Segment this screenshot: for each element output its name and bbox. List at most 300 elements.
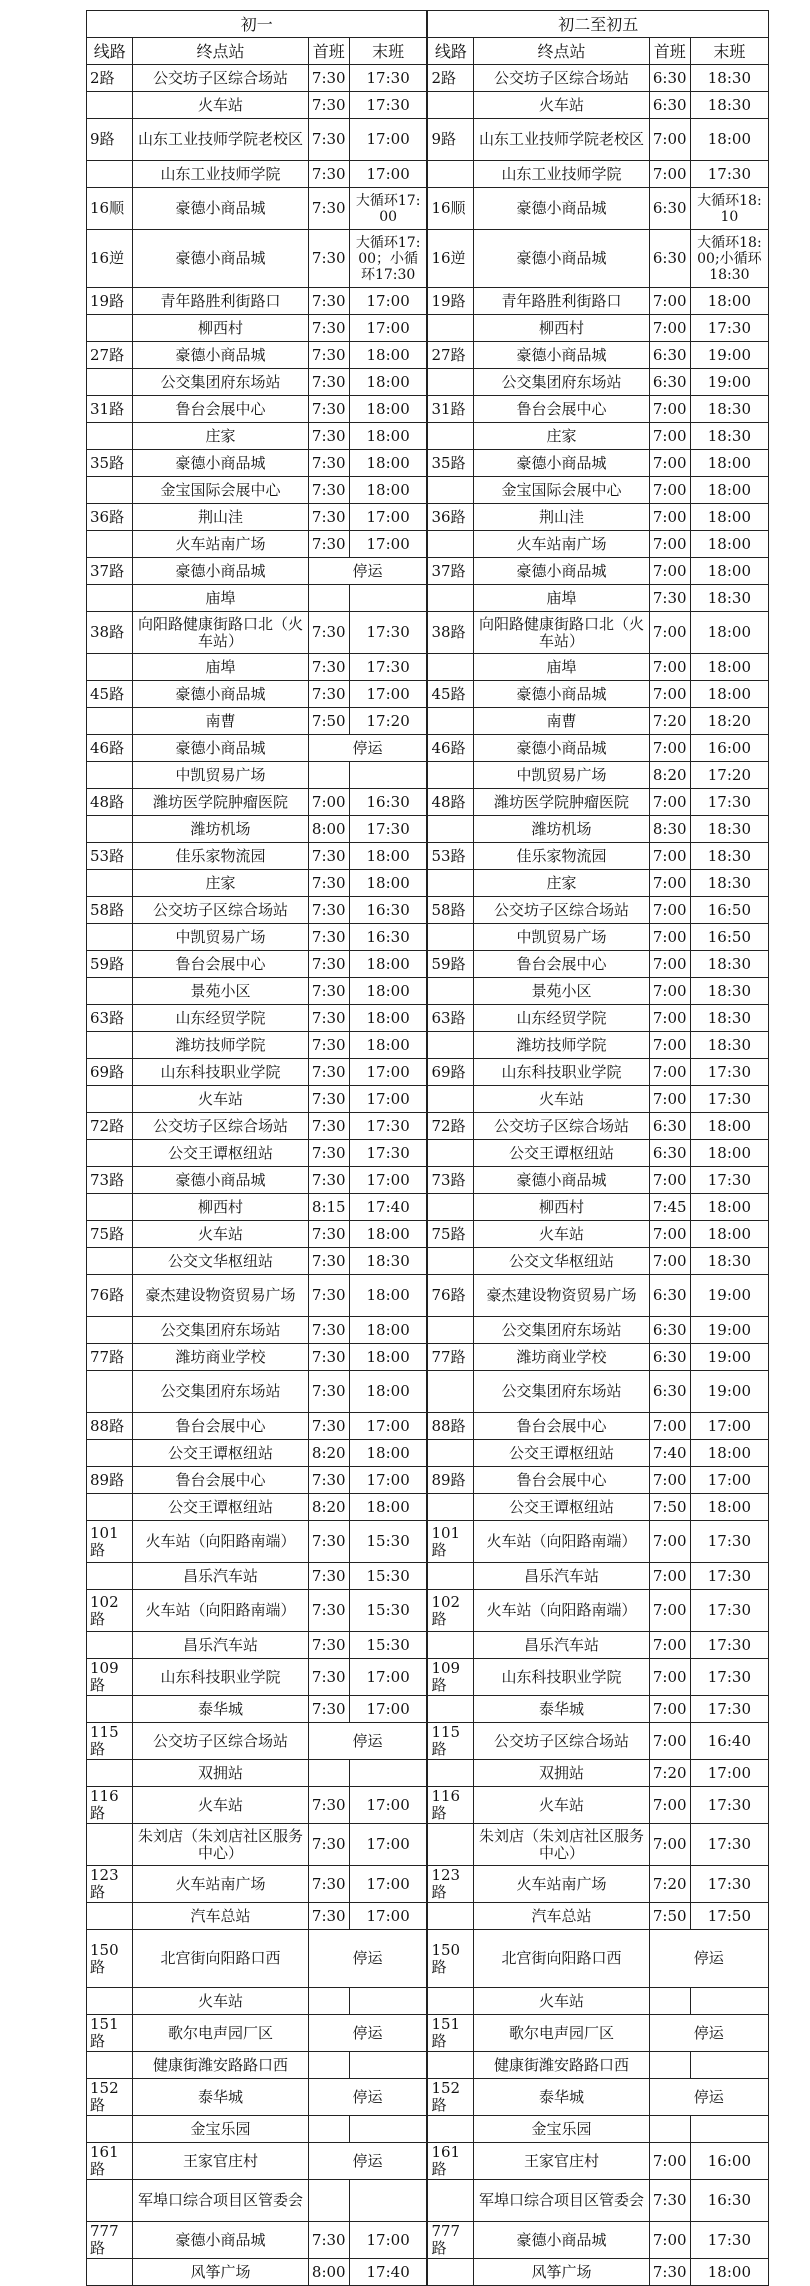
- stop-cell: 潍坊技师学院: [133, 1032, 308, 1059]
- route-cell: 161路: [87, 2143, 133, 2180]
- route-cell: 123路: [427, 1866, 473, 1903]
- schedule-row: [87, 188, 769, 230]
- first-bus-cell: 7:30: [308, 843, 349, 870]
- route-cell: 75路: [427, 1221, 473, 1248]
- last-bus-cell: 17:00: [349, 315, 427, 342]
- route-cell: 9路: [427, 119, 473, 161]
- route-cell: [427, 369, 473, 396]
- route-cell: [427, 870, 473, 897]
- route-cell: [427, 1248, 473, 1275]
- stop-cell: 火车站: [133, 1221, 308, 1248]
- stop-cell: 火车站南广场: [474, 1866, 649, 1903]
- route-cell: [87, 1248, 133, 1275]
- route-cell: 69路: [427, 1059, 473, 1086]
- stop-cell: 公交王谭枢纽站: [474, 1140, 649, 1167]
- stop-cell: 火车站（向阳路南端）: [474, 1521, 649, 1563]
- stop-cell: 山东工业技师学院: [133, 161, 308, 188]
- route-cell: 109路: [427, 1659, 473, 1696]
- route-cell: [87, 1494, 133, 1521]
- stop-cell: 昌乐汽车站: [133, 1563, 308, 1590]
- stop-cell: 火车站南广场: [133, 531, 308, 558]
- stop-cell: 汽车总站: [133, 1903, 308, 1930]
- stop-cell: 火车站南广场: [474, 531, 649, 558]
- schedule-row: [87, 369, 769, 396]
- last-bus-cell: 18:00: [349, 450, 427, 477]
- route-cell: [427, 2180, 473, 2222]
- first-bus-cell: 7:00: [649, 504, 690, 531]
- schedule-row: [87, 951, 769, 978]
- first-bus-cell: 7:30: [308, 1866, 349, 1903]
- first-bus-cell: 7:00: [649, 558, 690, 585]
- first-bus-cell: 7:30: [308, 1113, 349, 1140]
- route-cell: [87, 1563, 133, 1590]
- last-bus-cell: 17:30: [690, 1590, 768, 1632]
- last-bus-cell: 大循环17:00: [349, 188, 427, 230]
- stop-cell: 昌乐汽车站: [133, 1632, 308, 1659]
- last-bus-cell: 17:50: [690, 1903, 768, 1930]
- last-bus-cell: 17:30: [690, 1632, 768, 1659]
- stop-cell: 鲁台会展中心: [474, 396, 649, 423]
- route-cell: [427, 1494, 473, 1521]
- route-cell: 36路: [87, 504, 133, 531]
- stop-cell: 公交王谭枢纽站: [133, 1440, 308, 1467]
- first-bus-cell: 7:30: [308, 1696, 349, 1723]
- stop-cell: 公交坊子区综合场站: [133, 897, 308, 924]
- route-cell: 777路: [87, 2222, 133, 2259]
- route-cell: 101路: [87, 1521, 133, 1563]
- last-bus-cell: 18:30: [690, 870, 768, 897]
- route-cell: [87, 315, 133, 342]
- last-bus-cell: 16:40: [690, 1723, 768, 1760]
- stop-cell: 柳西村: [133, 1194, 308, 1221]
- stop-cell: 豪德小商品城: [474, 342, 649, 369]
- col-stop: 终点站: [474, 38, 649, 65]
- first-bus-cell: 7:00: [649, 119, 690, 161]
- last-bus-cell: 17:00: [349, 288, 427, 315]
- route-cell: [87, 161, 133, 188]
- route-cell: 73路: [87, 1167, 133, 1194]
- stop-cell: 军埠口综合项目区管委会: [133, 2180, 308, 2222]
- col-last: 末班: [349, 38, 427, 65]
- stop-cell: 昌乐汽车站: [474, 1632, 649, 1659]
- last-bus-cell: [349, 2116, 427, 2143]
- last-bus-cell: [349, 1760, 427, 1787]
- first-bus-cell: [649, 1988, 690, 2015]
- schedule-row: [87, 1140, 769, 1167]
- route-cell: 116路: [87, 1787, 133, 1824]
- stop-cell: 庄家: [133, 870, 308, 897]
- stop-cell: 鲁台会展中心: [133, 396, 308, 423]
- stop-cell: 豪德小商品城: [133, 450, 308, 477]
- last-bus-cell: 15:30: [349, 1563, 427, 1590]
- stop-cell: 豪德小商品城: [474, 558, 649, 585]
- stop-cell: 豪德小商品城: [474, 681, 649, 708]
- first-bus-cell: 7:00: [649, 1221, 690, 1248]
- stop-cell: 佳乐家物流园: [133, 843, 308, 870]
- route-cell: 77路: [87, 1344, 133, 1371]
- last-bus-cell: 17:20: [349, 708, 427, 735]
- first-bus-cell: 7:00: [308, 789, 349, 816]
- route-cell: [87, 1988, 133, 2015]
- route-cell: [427, 1317, 473, 1344]
- route-cell: 72路: [87, 1113, 133, 1140]
- first-bus-cell: [308, 762, 349, 789]
- route-cell: [427, 2052, 473, 2079]
- first-bus-cell: 8:20: [308, 1494, 349, 1521]
- first-bus-cell: 7:30: [308, 1032, 349, 1059]
- stop-cell: 公交王谭枢纽站: [474, 1494, 649, 1521]
- schedule-row: [87, 924, 769, 951]
- first-bus-cell: 7:30: [308, 504, 349, 531]
- first-bus-cell: 7:30: [308, 230, 349, 288]
- last-bus-cell: 18:00: [349, 1275, 427, 1317]
- schedule-row: [87, 978, 769, 1005]
- schedule-row: [87, 1005, 769, 1032]
- stop-cell: 公交集团府东场站: [133, 1317, 308, 1344]
- route-cell: [87, 92, 133, 119]
- last-bus-cell: 18:00: [690, 1440, 768, 1467]
- first-bus-cell: 7:30: [308, 1167, 349, 1194]
- route-cell: 102路: [87, 1590, 133, 1632]
- last-bus-cell: 17:00: [349, 1167, 427, 1194]
- last-bus-cell: 19:00: [690, 1317, 768, 1344]
- suspended-cell: 停运: [308, 2143, 427, 2180]
- route-cell: [87, 1903, 133, 1930]
- stop-cell: 泰华城: [474, 1696, 649, 1723]
- first-bus-cell: 8:00: [308, 816, 349, 843]
- route-cell: [427, 1140, 473, 1167]
- route-cell: [87, 2259, 133, 2286]
- first-bus-cell: 7:30: [308, 1824, 349, 1866]
- last-bus-cell: [349, 1988, 427, 2015]
- route-cell: 19路: [427, 288, 473, 315]
- first-bus-cell: 7:30: [308, 92, 349, 119]
- first-bus-cell: 8:20: [308, 1440, 349, 1467]
- suspended-cell: 停运: [308, 558, 427, 585]
- route-cell: 69路: [87, 1059, 133, 1086]
- last-bus-cell: [690, 2052, 768, 2079]
- stop-cell: 中凯贸易广场: [133, 762, 308, 789]
- stop-cell: 公交集团府东场站: [474, 369, 649, 396]
- route-cell: [427, 1440, 473, 1467]
- last-bus-cell: 17:00: [349, 1824, 427, 1866]
- stop-cell: 山东科技职业学院: [474, 1059, 649, 1086]
- last-bus-cell: 18:00: [690, 1494, 768, 1521]
- schedule-row: [87, 735, 769, 762]
- stop-cell: 潍坊机场: [474, 816, 649, 843]
- first-bus-cell: 7:30: [649, 585, 690, 612]
- header-day2to5: 初二至初五: [427, 11, 768, 38]
- route-cell: [427, 1988, 473, 2015]
- header-day1: 初一: [87, 11, 428, 38]
- first-bus-cell: 7:00: [649, 1413, 690, 1440]
- route-cell: [87, 2052, 133, 2079]
- stop-cell: 金宝乐园: [474, 2116, 649, 2143]
- stop-cell: 豪德小商品城: [474, 2222, 649, 2259]
- last-bus-cell: 17:00: [349, 1086, 427, 1113]
- route-cell: [87, 1824, 133, 1866]
- last-bus-cell: 17:30: [690, 1563, 768, 1590]
- route-cell: [427, 1632, 473, 1659]
- first-bus-cell: 7:00: [649, 1632, 690, 1659]
- first-bus-cell: 8:30: [649, 816, 690, 843]
- schedule-row: [87, 1371, 769, 1413]
- stop-cell: 向阳路健康街路口北（火车站）: [133, 612, 308, 654]
- first-bus-cell: 7:30: [308, 161, 349, 188]
- route-cell: [87, 1760, 133, 1787]
- route-cell: 46路: [87, 735, 133, 762]
- stop-cell: 军埠口综合项目区管委会: [474, 2180, 649, 2222]
- route-cell: 45路: [427, 681, 473, 708]
- schedule-row: [87, 2259, 769, 2286]
- first-bus-cell: [308, 1988, 349, 2015]
- stop-cell: 公交集团府东场站: [133, 1371, 308, 1413]
- route-cell: [87, 1371, 133, 1413]
- last-bus-cell: 18:00: [690, 612, 768, 654]
- stop-cell: 山东工业技师学院: [474, 161, 649, 188]
- last-bus-cell: 18:00: [349, 369, 427, 396]
- schedule-row: [87, 1344, 769, 1371]
- last-bus-cell: 大循环17:00；小循环17:30: [349, 230, 427, 288]
- first-bus-cell: 7:30: [308, 681, 349, 708]
- last-bus-cell: 17:30: [690, 1086, 768, 1113]
- schedule-row: [87, 1988, 769, 2015]
- last-bus-cell: 18:30: [690, 65, 768, 92]
- route-cell: [427, 315, 473, 342]
- last-bus-cell: 18:00: [690, 1113, 768, 1140]
- route-cell: 31路: [427, 396, 473, 423]
- first-bus-cell: 7:00: [649, 843, 690, 870]
- stop-cell: 健康街潍安路路口西: [474, 2052, 649, 2079]
- first-bus-cell: 7:00: [649, 161, 690, 188]
- route-cell: 58路: [427, 897, 473, 924]
- stop-cell: 泰华城: [474, 2079, 649, 2116]
- stop-cell: 公交坊子区综合场站: [133, 1113, 308, 1140]
- first-bus-cell: 6:30: [649, 230, 690, 288]
- last-bus-cell: 16:30: [349, 924, 427, 951]
- first-bus-cell: [649, 2116, 690, 2143]
- route-cell: 36路: [427, 504, 473, 531]
- first-bus-cell: 7:20: [649, 708, 690, 735]
- first-bus-cell: 7:20: [649, 1760, 690, 1787]
- last-bus-cell: [690, 2116, 768, 2143]
- stop-cell: 鲁台会展中心: [133, 1467, 308, 1494]
- last-bus-cell: 17:30: [690, 1866, 768, 1903]
- schedule-row: [87, 65, 769, 92]
- route-cell: 2路: [427, 65, 473, 92]
- route-cell: [427, 816, 473, 843]
- stop-cell: 公交坊子区综合场站: [474, 1113, 649, 1140]
- stop-cell: 鲁台会展中心: [133, 951, 308, 978]
- last-bus-cell: 大循环18:00;小循环18:30: [690, 230, 768, 288]
- route-cell: [87, 924, 133, 951]
- stop-cell: 双拥站: [133, 1760, 308, 1787]
- last-bus-cell: 15:30: [349, 1590, 427, 1632]
- stop-cell: 豪德小商品城: [133, 342, 308, 369]
- schedule-row: [87, 423, 769, 450]
- stop-cell: 青年路胜利街路口: [133, 288, 308, 315]
- first-bus-cell: 7:30: [308, 119, 349, 161]
- last-bus-cell: [349, 2180, 427, 2222]
- schedule-row: [87, 1696, 769, 1723]
- first-bus-cell: 7:30: [308, 1413, 349, 1440]
- first-bus-cell: 7:00: [649, 477, 690, 504]
- stop-cell: 火车站（向阳路南端）: [133, 1590, 308, 1632]
- route-cell: 77路: [427, 1344, 473, 1371]
- stop-cell: 山东科技职业学院: [133, 1059, 308, 1086]
- first-bus-cell: 7:00: [649, 1167, 690, 1194]
- route-cell: [87, 2116, 133, 2143]
- stop-cell: 山东经贸学院: [133, 1005, 308, 1032]
- last-bus-cell: 18:00: [690, 558, 768, 585]
- route-cell: [427, 1032, 473, 1059]
- stop-cell: 荆山洼: [474, 504, 649, 531]
- last-bus-cell: 17:00: [690, 1413, 768, 1440]
- schedule-row: [87, 1032, 769, 1059]
- header-row-days: [87, 11, 769, 38]
- schedule-row: [87, 1903, 769, 1930]
- stop-cell: 山东科技职业学院: [133, 1659, 308, 1696]
- schedule-row: [87, 2180, 769, 2222]
- route-cell: 161路: [427, 2143, 473, 2180]
- route-cell: 115路: [427, 1723, 473, 1760]
- stop-cell: 南曹: [133, 708, 308, 735]
- stop-cell: 豪德小商品城: [474, 1167, 649, 1194]
- first-bus-cell: 7:00: [649, 1032, 690, 1059]
- route-cell: [87, 531, 133, 558]
- route-cell: 16逆: [87, 230, 133, 288]
- stop-cell: 公交集团府东场站: [474, 1371, 649, 1413]
- last-bus-cell: 18:00: [349, 1221, 427, 1248]
- first-bus-cell: 7:00: [649, 1248, 690, 1275]
- stop-cell: 火车站（向阳路南端）: [133, 1521, 308, 1563]
- stop-cell: 庄家: [474, 870, 649, 897]
- schedule-row: [87, 1632, 769, 1659]
- route-cell: 46路: [427, 735, 473, 762]
- last-bus-cell: 17:00: [349, 2222, 427, 2259]
- first-bus-cell: 7:00: [649, 951, 690, 978]
- stop-cell: 火车站: [474, 92, 649, 119]
- stop-cell: 柳西村: [133, 315, 308, 342]
- first-bus-cell: 7:30: [308, 1521, 349, 1563]
- last-bus-cell: 18:00: [690, 1221, 768, 1248]
- schedule-row: [87, 681, 769, 708]
- route-cell: [87, 1032, 133, 1059]
- last-bus-cell: 18:00: [690, 450, 768, 477]
- route-cell: [87, 585, 133, 612]
- route-cell: 150路: [427, 1930, 473, 1988]
- first-bus-cell: 7:30: [308, 1140, 349, 1167]
- stop-cell: 中凯贸易广场: [133, 924, 308, 951]
- schedule-row: [87, 1930, 769, 1988]
- last-bus-cell: [690, 1988, 768, 2015]
- stop-cell: 火车站: [133, 1988, 308, 2015]
- route-cell: 59路: [87, 951, 133, 978]
- last-bus-cell: 17:30: [349, 1113, 427, 1140]
- first-bus-cell: 6:30: [649, 65, 690, 92]
- last-bus-cell: 17:00: [349, 1866, 427, 1903]
- last-bus-cell: 18:30: [349, 1248, 427, 1275]
- route-cell: [87, 1086, 133, 1113]
- last-bus-cell: 18:00: [349, 1344, 427, 1371]
- first-bus-cell: 7:00: [649, 735, 690, 762]
- stop-cell: 公交文华枢纽站: [133, 1248, 308, 1275]
- schedule-row: [87, 1866, 769, 1903]
- schedule-row: [87, 230, 769, 288]
- stop-cell: 潍坊机场: [133, 816, 308, 843]
- route-cell: 27路: [87, 342, 133, 369]
- last-bus-cell: 18:00: [690, 654, 768, 681]
- stop-cell: 金宝乐园: [133, 2116, 308, 2143]
- route-cell: 35路: [87, 450, 133, 477]
- stop-cell: 庙埠: [474, 654, 649, 681]
- stop-cell: 火车站（向阳路南端）: [474, 1590, 649, 1632]
- first-bus-cell: 7:00: [649, 924, 690, 951]
- last-bus-cell: 17:00: [349, 1696, 427, 1723]
- stop-cell: 公交集团府东场站: [474, 1317, 649, 1344]
- schedule-row: [87, 504, 769, 531]
- stop-cell: 庄家: [133, 423, 308, 450]
- stop-cell: 公交王谭枢纽站: [133, 1140, 308, 1167]
- last-bus-cell: 18:30: [690, 396, 768, 423]
- first-bus-cell: 7:30: [308, 188, 349, 230]
- stop-cell: 潍坊技师学院: [474, 1032, 649, 1059]
- schedule-row: [87, 708, 769, 735]
- suspended-cell: 停运: [308, 735, 427, 762]
- last-bus-cell: 18:00: [690, 531, 768, 558]
- first-bus-cell: 7:00: [649, 1787, 690, 1824]
- stop-cell: 公交坊子区综合场站: [474, 897, 649, 924]
- first-bus-cell: 7:20: [649, 1866, 690, 1903]
- schedule-row: [87, 1787, 769, 1824]
- stop-cell: 庙埠: [133, 654, 308, 681]
- route-cell: [87, 2180, 133, 2222]
- stop-cell: 健康街潍安路路口西: [133, 2052, 308, 2079]
- route-cell: 38路: [87, 612, 133, 654]
- schedule-row: [87, 119, 769, 161]
- route-cell: [87, 423, 133, 450]
- route-cell: 45路: [87, 681, 133, 708]
- last-bus-cell: 18:00: [690, 1140, 768, 1167]
- first-bus-cell: 7:50: [308, 708, 349, 735]
- col-first: 首班: [308, 38, 349, 65]
- last-bus-cell: 17:20: [690, 762, 768, 789]
- first-bus-cell: 7:30: [308, 1563, 349, 1590]
- first-bus-cell: 7:00: [649, 789, 690, 816]
- schedule-row: [87, 1059, 769, 1086]
- route-cell: 16逆: [427, 230, 473, 288]
- schedule-row: [87, 342, 769, 369]
- first-bus-cell: 7:30: [308, 423, 349, 450]
- first-bus-cell: [308, 2180, 349, 2222]
- first-bus-cell: 7:30: [649, 2180, 690, 2222]
- last-bus-cell: 17:30: [690, 1059, 768, 1086]
- first-bus-cell: 7:30: [308, 450, 349, 477]
- stop-cell: 泰华城: [133, 1696, 308, 1723]
- route-cell: 53路: [427, 843, 473, 870]
- schedule-row: [87, 2052, 769, 2079]
- first-bus-cell: 7:00: [649, 612, 690, 654]
- first-bus-cell: 7:00: [649, 897, 690, 924]
- first-bus-cell: 7:30: [308, 1467, 349, 1494]
- stop-cell: 金宝国际会展中心: [133, 477, 308, 504]
- route-cell: 152路: [87, 2079, 133, 2116]
- route-cell: [87, 1194, 133, 1221]
- schedule-row: [87, 2143, 769, 2180]
- suspended-cell: 停运: [308, 2079, 427, 2116]
- first-bus-cell: [308, 2116, 349, 2143]
- schedule-row: [87, 2015, 769, 2052]
